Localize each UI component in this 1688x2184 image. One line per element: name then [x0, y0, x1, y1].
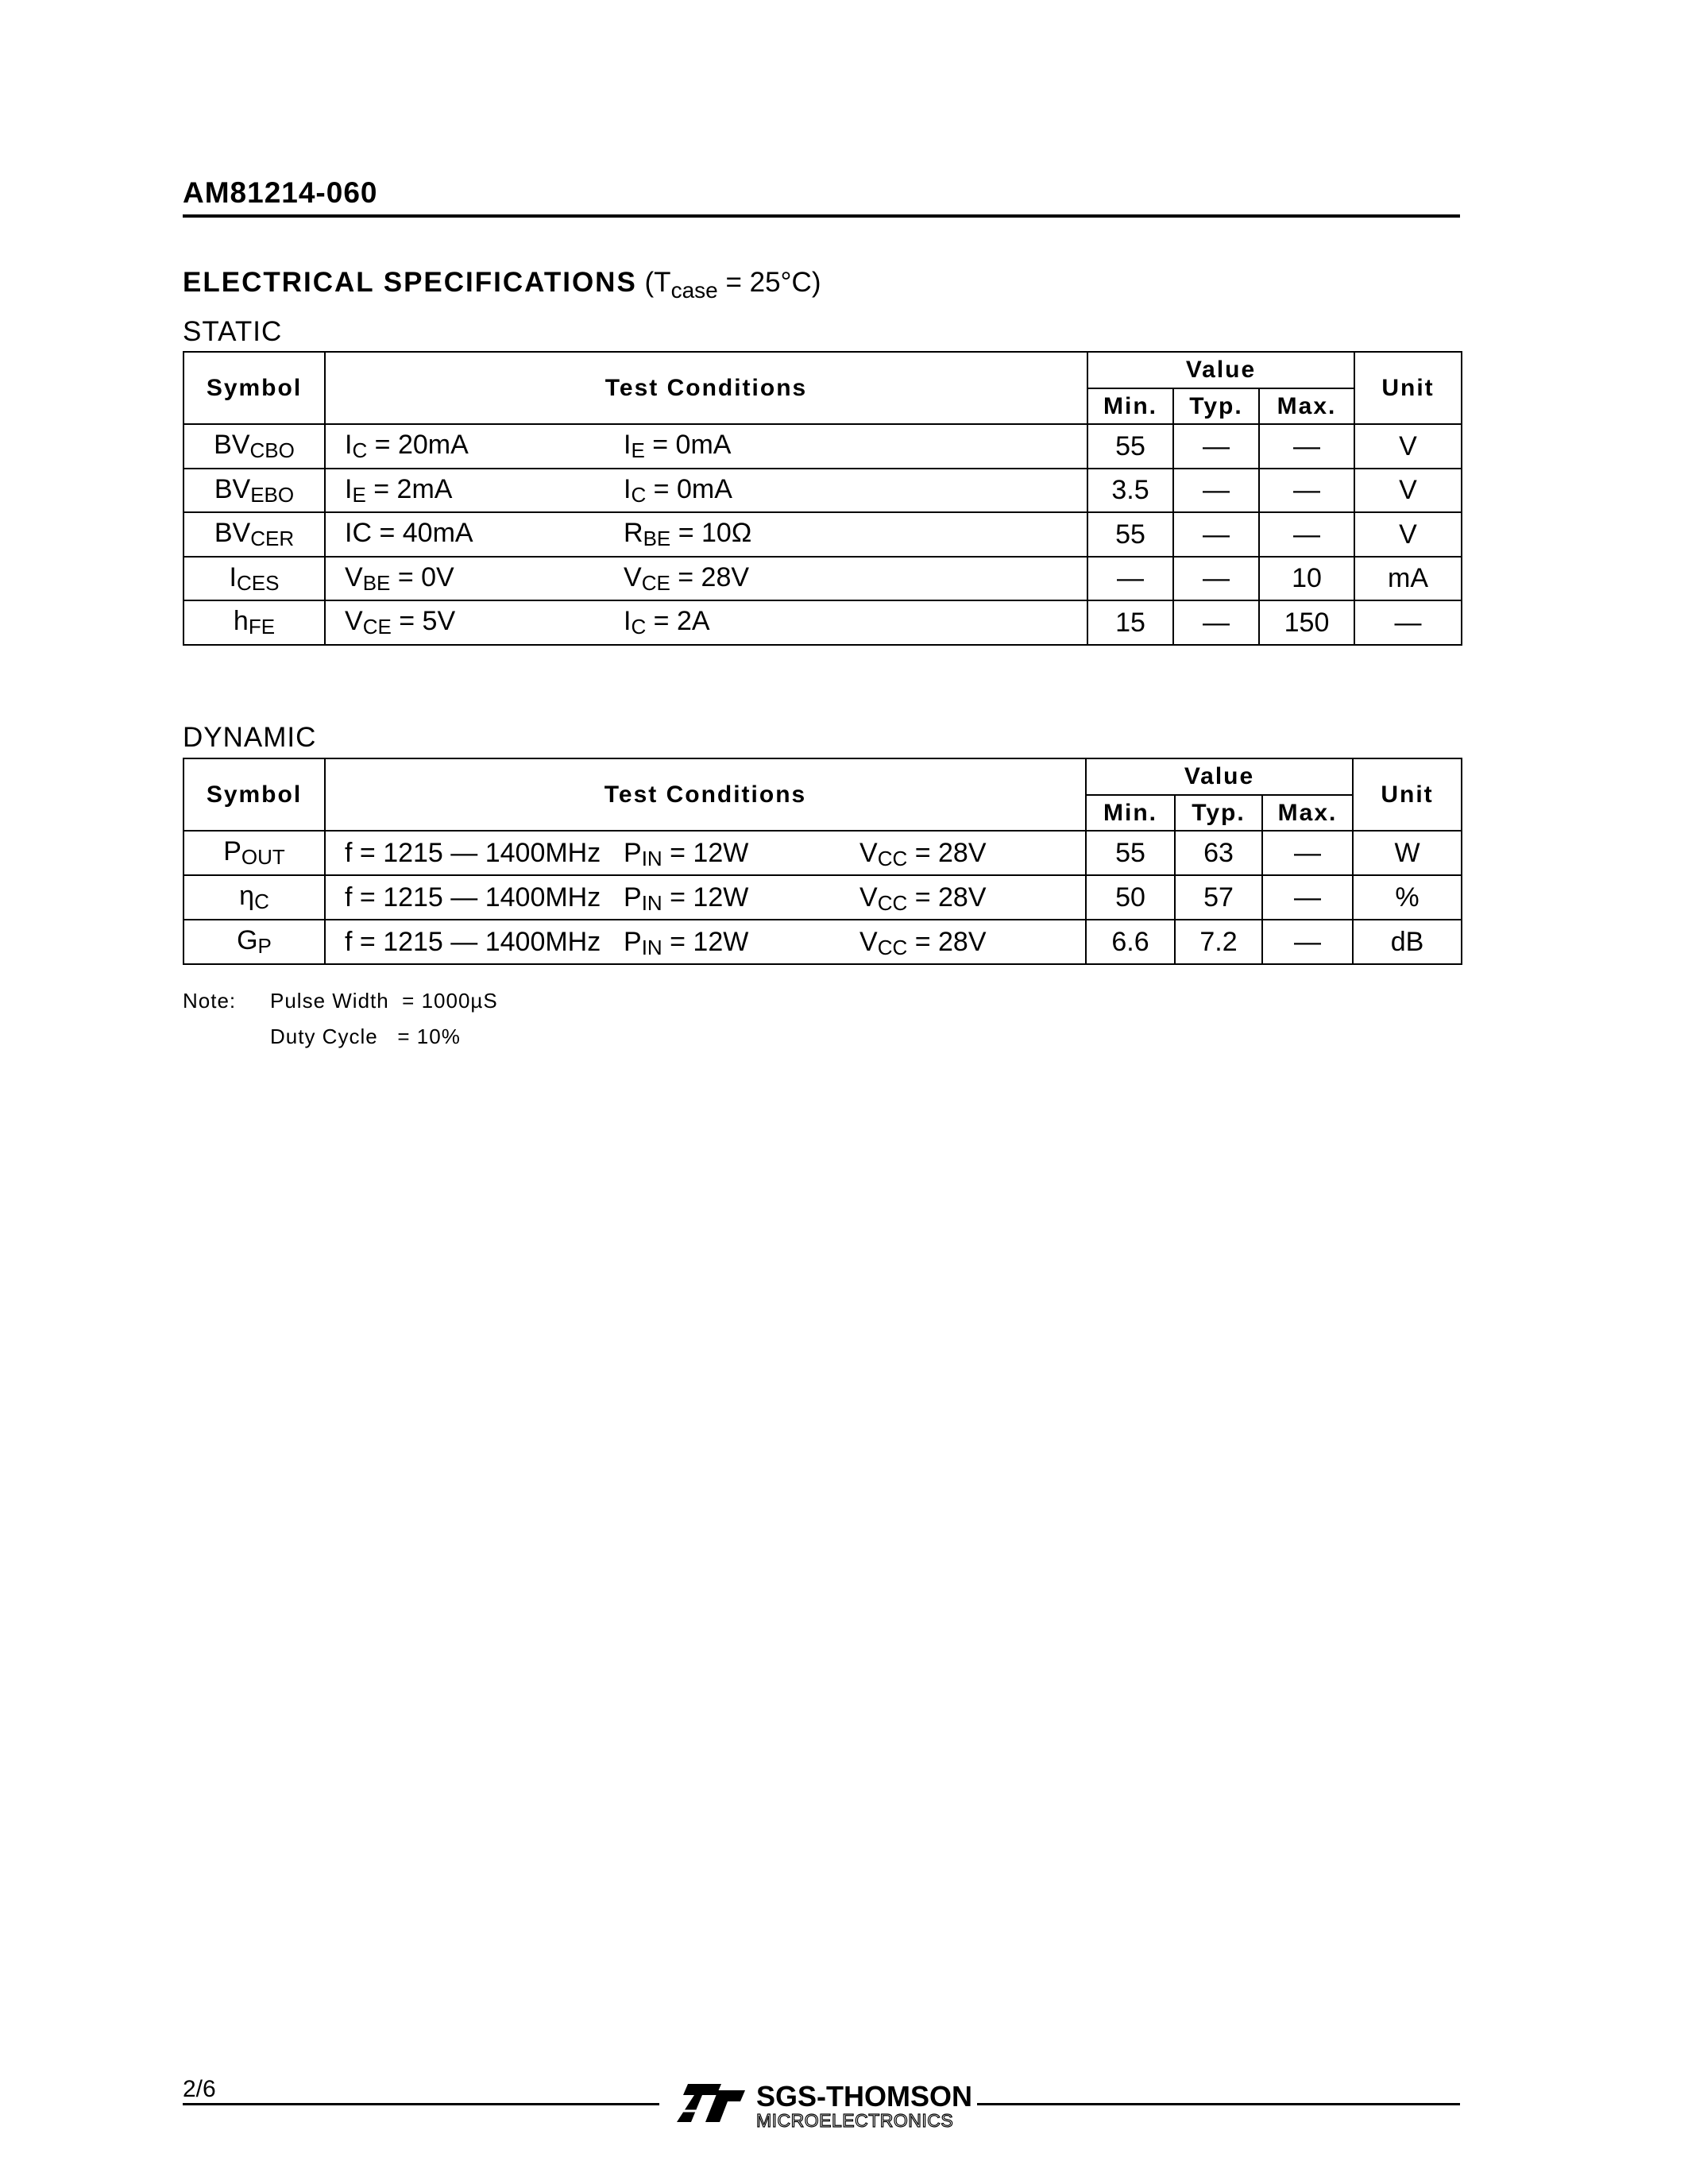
vcc-condition-sub: CC	[877, 846, 908, 870]
note-line-2: Duty Cycle = 10%	[270, 1024, 461, 1048]
frequency-condition: f = 1215 — 1400MHz	[345, 926, 601, 957]
symbol-main: P	[223, 836, 241, 866]
table-row	[183, 920, 1462, 964]
condition-1-rest: = 5V	[391, 606, 456, 636]
symbol	[214, 518, 294, 548]
symbol-sub: C	[254, 889, 269, 913]
dynamic-header-conditions: Test Conditions	[325, 758, 1086, 831]
pin-condition	[624, 838, 748, 871]
unit-value: dB	[1353, 920, 1462, 964]
condition-2-rest: = 10Ω	[670, 518, 752, 548]
condition-2	[624, 518, 751, 551]
static-table	[183, 351, 1462, 646]
symbol-cell	[183, 875, 325, 920]
condition-2	[624, 430, 731, 463]
frequency-condition: f = 1215 — 1400MHz	[345, 882, 601, 913]
spec-heading-cond-open: (T	[644, 267, 671, 298]
conditions-cell	[325, 424, 1087, 469]
condition-1-rest: = 20mA	[367, 430, 469, 460]
condition-2-rest: = 28V	[670, 561, 750, 592]
conditions-cell	[325, 512, 1087, 557]
note-label: Note:	[183, 989, 237, 1013]
condition-2-rest: = 0mA	[646, 473, 732, 504]
condition-1-main: V	[345, 561, 363, 592]
table-row	[183, 512, 1462, 557]
unit-value: V	[1354, 512, 1462, 557]
spec-heading-cond-rest: = 25°C)	[717, 267, 821, 298]
dynamic-header-typ: Typ.	[1175, 795, 1262, 831]
symbol-cell	[183, 469, 325, 512]
symbol-cell	[183, 424, 325, 469]
pin-condition-sub: IN	[641, 935, 662, 959]
symbol-sub: CES	[236, 570, 280, 595]
condition-2-main: R	[624, 518, 643, 548]
typ-value: —	[1173, 424, 1259, 469]
symbol	[223, 836, 285, 869]
vcc-condition	[859, 838, 987, 871]
pin-condition-sub: IN	[641, 890, 662, 915]
vcc-condition	[859, 927, 987, 960]
vcc-condition-main: V	[859, 837, 878, 868]
vcc-condition-rest: = 28V	[907, 882, 987, 913]
sgs-thomson-logo	[670, 2078, 972, 2133]
dynamic-header-unit: Unit	[1353, 758, 1462, 831]
min-value: 55	[1087, 424, 1173, 469]
static-header-symbol: Symbol	[183, 352, 325, 424]
pin-condition-rest: = 12W	[662, 837, 749, 868]
pin-condition-rest: = 12W	[662, 882, 749, 913]
table-row	[183, 469, 1462, 512]
pin-condition	[624, 882, 748, 916]
condition-1	[345, 561, 454, 595]
condition-2-sub: C	[631, 482, 647, 507]
condition-1-sub: E	[352, 482, 366, 507]
unit-value: %	[1353, 875, 1462, 920]
condition-1	[345, 473, 453, 507]
conditions-cell	[325, 831, 1086, 875]
min-value: 3.5	[1087, 469, 1173, 512]
condition-1-main: I	[345, 430, 353, 460]
condition-2-sub: CE	[641, 570, 670, 595]
symbol	[239, 881, 269, 911]
max-value: —	[1259, 424, 1354, 469]
min-value: 50	[1086, 875, 1175, 920]
symbol-sub: P	[257, 934, 272, 958]
condition-1-main: IC	[345, 518, 372, 548]
min-value: 6.6	[1086, 920, 1175, 964]
symbol-main: BV	[214, 518, 251, 548]
conditions-cell	[325, 600, 1087, 645]
vcc-condition-rest: = 28V	[907, 837, 987, 868]
max-value: —	[1262, 831, 1353, 875]
table-row	[183, 600, 1462, 645]
max-value: —	[1259, 512, 1354, 557]
conditions-cell	[325, 875, 1086, 920]
dynamic-table	[183, 758, 1462, 965]
typ-value: 57	[1175, 875, 1262, 920]
condition-1-main: I	[345, 473, 353, 504]
max-value: 10	[1259, 557, 1354, 600]
static-header-typ: Typ.	[1173, 388, 1259, 424]
spec-heading-sub: case	[670, 278, 718, 303]
dynamic-header-symbol: Symbol	[183, 758, 325, 831]
symbol-cell	[183, 557, 325, 600]
table-row	[183, 831, 1462, 875]
symbol-main: η	[239, 881, 255, 911]
typ-value: 7.2	[1175, 920, 1262, 964]
table-row	[183, 557, 1462, 600]
unit-value: —	[1354, 600, 1462, 645]
footnote	[183, 989, 498, 1049]
pin-condition-rest: = 12W	[662, 926, 749, 957]
pin-condition-sub: IN	[641, 846, 662, 870]
symbol-cell	[183, 920, 325, 964]
table-row	[183, 424, 1462, 469]
symbol-cell	[183, 600, 325, 645]
condition-2	[624, 562, 749, 596]
typ-value: 63	[1175, 831, 1262, 875]
unit-value: V	[1354, 469, 1462, 512]
symbol-main: BV	[214, 473, 251, 504]
static-header-conditions: Test Conditions	[325, 352, 1087, 424]
symbol	[233, 606, 276, 639]
max-value: 150	[1259, 600, 1354, 645]
static-header-max: Max.	[1259, 388, 1354, 424]
condition-2-sub: C	[631, 615, 647, 639]
symbol-sub: EBO	[250, 482, 295, 507]
title-rule	[183, 214, 1460, 218]
condition-2-main: I	[624, 606, 632, 636]
unit-value: W	[1353, 831, 1462, 875]
min-value: 15	[1087, 600, 1173, 645]
dynamic-header-max: Max.	[1262, 795, 1353, 831]
conditions-cell	[325, 469, 1087, 512]
typ-value: —	[1173, 512, 1259, 557]
vcc-condition-main: V	[859, 926, 878, 957]
condition-2-sub: E	[631, 438, 645, 462]
symbol	[214, 473, 295, 507]
pin-condition	[624, 927, 748, 960]
page-title: AM81214-060	[183, 176, 378, 209]
conditions-cell	[325, 920, 1086, 964]
logo-brand-sub: MICROELECTRONICS	[756, 2110, 954, 2131]
condition-2-sub: BE	[643, 527, 671, 550]
vcc-condition-main: V	[859, 882, 878, 913]
pin-condition-main: P	[624, 926, 642, 957]
dynamic-header-min: Min.	[1086, 795, 1175, 831]
typ-value: —	[1173, 557, 1259, 600]
unit-value: V	[1354, 424, 1462, 469]
logo-brand: SGS-THOMSON	[756, 2080, 972, 2113]
footer-rule-right	[977, 2103, 1460, 2105]
typ-value: —	[1173, 600, 1259, 645]
typ-value: —	[1173, 469, 1259, 512]
condition-2	[624, 606, 710, 639]
condition-1-rest: = 40mA	[372, 518, 473, 548]
symbol-cell	[183, 512, 325, 557]
symbol-main: G	[237, 925, 258, 955]
symbol-sub: CER	[250, 527, 295, 550]
symbol	[229, 561, 280, 595]
vcc-condition-sub: CC	[877, 890, 908, 915]
frequency-condition: f = 1215 — 1400MHz	[345, 837, 601, 868]
symbol-sub: CBO	[249, 438, 295, 462]
conditions-cell	[325, 557, 1087, 600]
condition-1-rest: = 2mA	[365, 473, 453, 504]
symbol-main: h	[233, 606, 249, 636]
symbol-main: BV	[214, 430, 250, 460]
condition-1-sub: C	[352, 438, 368, 462]
symbol-main: I	[229, 561, 237, 592]
min-value: 55	[1086, 831, 1175, 875]
table-row	[183, 875, 1462, 920]
unit-value: mA	[1354, 557, 1462, 600]
symbol-sub: OUT	[241, 845, 285, 869]
spec-heading	[183, 267, 821, 303]
dynamic-label: DYNAMIC	[183, 722, 317, 753]
pin-condition-main: P	[624, 837, 642, 868]
max-value: —	[1262, 875, 1353, 920]
static-header-value: Value	[1087, 352, 1354, 388]
condition-1	[345, 606, 456, 639]
condition-2-main: V	[624, 561, 642, 592]
st-logo-icon	[677, 2084, 745, 2122]
symbol	[237, 925, 272, 958]
condition-1	[345, 518, 473, 548]
symbol-cell	[183, 831, 325, 875]
min-value: 55	[1087, 512, 1173, 557]
condition-2-main: I	[624, 430, 632, 460]
condition-2-main: I	[624, 473, 632, 504]
vcc-condition-rest: = 28V	[907, 926, 987, 957]
condition-1	[345, 430, 469, 460]
max-value: —	[1262, 920, 1353, 964]
vcc-condition	[859, 882, 987, 916]
static-header-unit: Unit	[1354, 352, 1462, 424]
condition-2-rest: = 2A	[646, 606, 710, 636]
condition-1-sub: CE	[362, 615, 392, 639]
symbol	[214, 430, 295, 460]
condition-1-rest: = 0V	[390, 561, 454, 592]
condition-1-sub: BE	[362, 570, 391, 595]
condition-1-main: V	[345, 606, 363, 636]
note-line-1: Pulse Width = 1000µS	[270, 989, 498, 1013]
symbol-sub: FE	[248, 615, 276, 639]
footer-rule-left	[183, 2103, 659, 2105]
vcc-condition-sub: CC	[877, 935, 908, 959]
static-label: STATIC	[183, 316, 283, 347]
condition-2-rest: = 0mA	[644, 430, 732, 460]
spec-heading-bold: ELECTRICAL SPECIFICATIONS	[183, 267, 637, 298]
pin-condition-main: P	[624, 882, 642, 913]
static-header-min: Min.	[1087, 388, 1173, 424]
condition-2	[624, 474, 732, 507]
page-number: 2/6	[183, 2076, 216, 2102]
min-value: —	[1087, 557, 1173, 600]
dynamic-header-value: Value	[1086, 758, 1353, 795]
max-value: —	[1259, 469, 1354, 512]
